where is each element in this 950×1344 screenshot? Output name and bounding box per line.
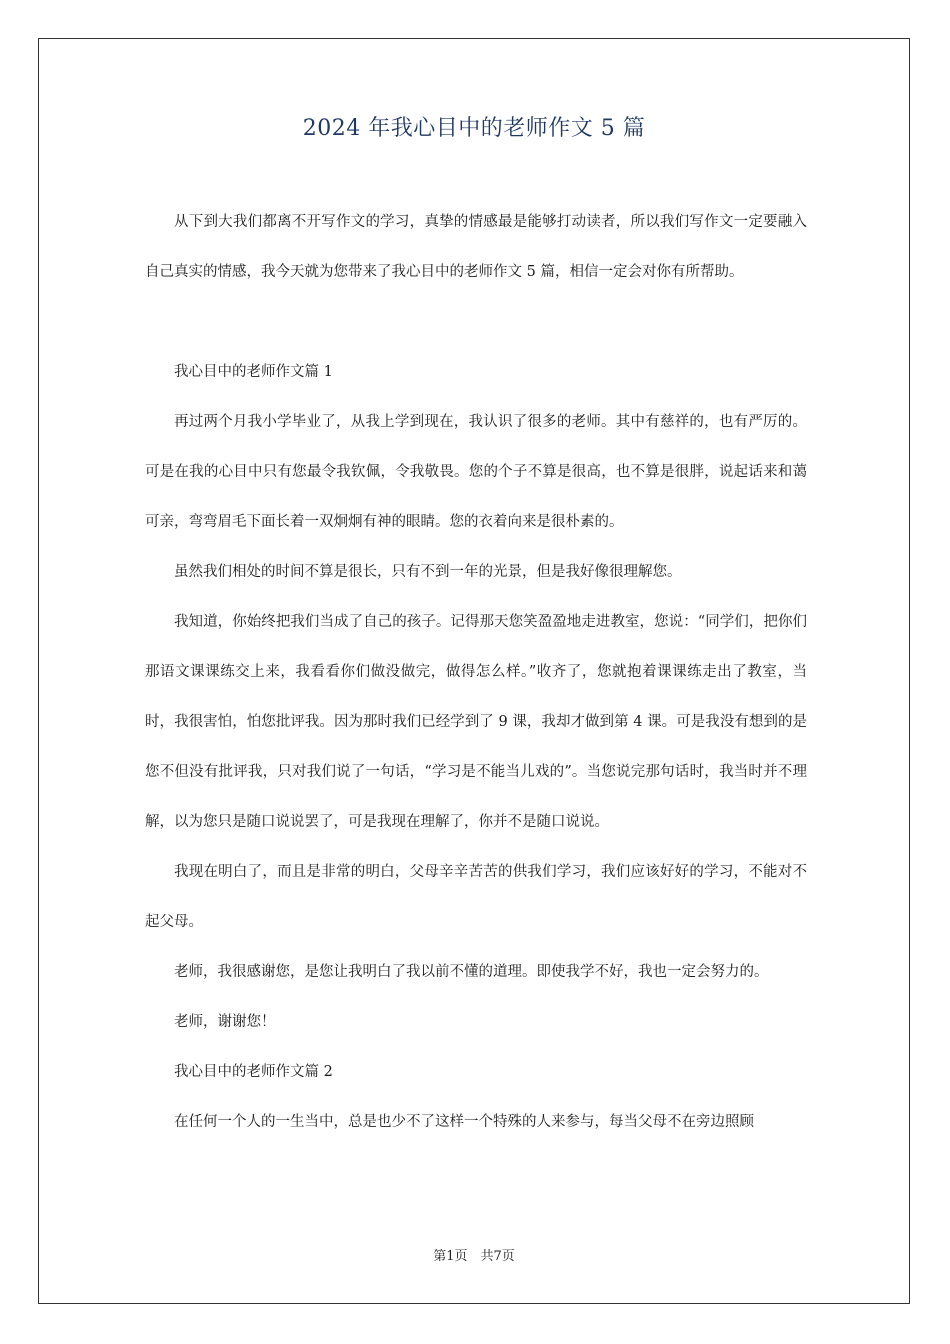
section-1-paragraph-4: 我现在明白了，而且是非常的明白，父母辛辛苦苦的供我们学习，我们应该好好的学习，不能对不起父母。 <box>145 864 807 930</box>
document-title: 2024 年我心目中的老师作文 5 篇 <box>302 116 646 141</box>
section-2-heading: 我心目中的老师作文篇 2 <box>174 1064 333 1080</box>
section-1-paragraph-3: 我知道，你始终把我们当成了自己的孩子。记得那天您笑盈盈地走进教室，您说：“同学们，把你们那语文课课练交上来，我看看你们做没做完，做得怎么样。”收齐了，您就抱着课课练走出了教室，当时，我很害怕，怕您批评我。因为那时我们已经学到了 9 课，我却才做到第 4 课。可是我没有想到的是您不但没有批评我，只对我们说了一句话，“学习是不能当儿戏的”。当您说完那句话时，我当时并不理解，以为您只是随口说说罢了，可是我现在理解了，你并不是随口说说。 <box>145 614 807 830</box>
section-1-paragraph-1: 再过两个月我小学毕业了，从我上学到现在，我认识了很多的老师。其中有慈祥的，也有严厉的。可是在我的心目中只有您最令我钦佩，令我敬畏。您的个子不算是很高，也不算是很胖，说起话来和蔼可亲，弯弯眉毛下面长着一双炯炯有神的眼睛。您的衣着向来是很朴素的。 <box>145 414 807 530</box>
section-1-paragraph-2: 虽然我们相处的时间不算是很长，只有不到一年的光景，但是我好像很理解您。 <box>174 564 682 580</box>
page-footer: 第1页 共7页 <box>433 1249 515 1264</box>
paragraph-gap <box>145 297 807 347</box>
intro-paragraph: 从下到大我们都离不开写作文的学习，真挚的情感最是能够打动读者，所以我们写作文一定要融入自己真实的情感，我今天就为您带来了我心目中的老师作文 5 篇，相信一定会对你有所帮助。 <box>145 214 807 280</box>
section-2-paragraph-1: 在任何一个人的一生当中，总是也少不了这样一个特殊的人来参与，每当父母不在旁边照顾 <box>174 1114 754 1130</box>
document-body <box>145 197 807 1147</box>
section-1-paragraph-5: 老师，我很感谢您，是您让我明白了我以前不懂的道理。即使我学不好，我也一定会努力的。 <box>174 964 769 980</box>
section-1-heading: 我心目中的老师作文篇 1 <box>174 364 333 380</box>
section-1-paragraph-6: 老师，谢谢您！ <box>174 1014 276 1030</box>
